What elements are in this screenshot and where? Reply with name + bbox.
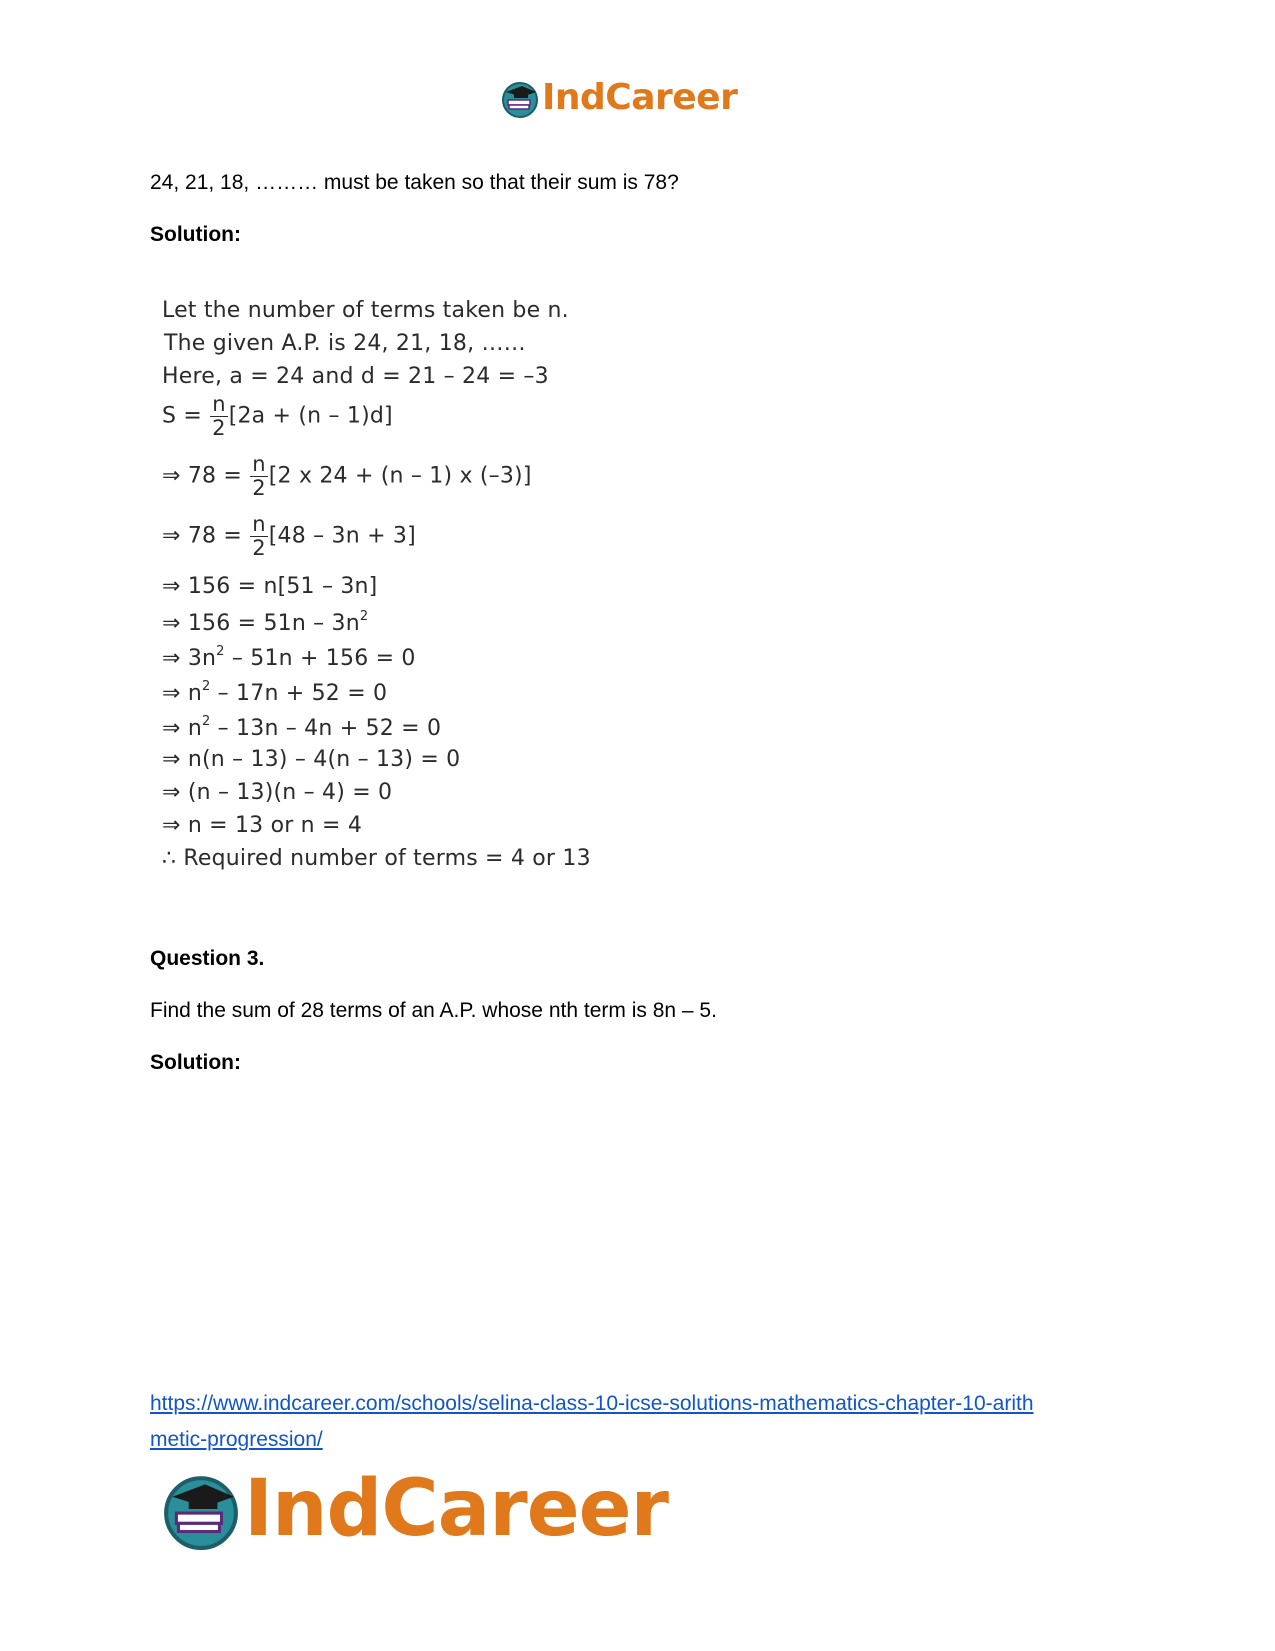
formula-suffix: [48 – 3n + 3] — [268, 523, 416, 549]
solution-line: The given A.P. is 24, 21, 18, …… — [164, 331, 526, 356]
question-heading: Question 3. — [150, 947, 265, 970]
solution-line — [162, 644, 416, 671]
exponent: 2 — [201, 679, 211, 694]
exponent: 2 — [359, 609, 369, 624]
solution-line: ⇒ (n – 13)(n – 4) = 0 — [162, 780, 393, 805]
graduation-cap-globe-icon — [500, 78, 540, 118]
exponent: 2 — [201, 714, 211, 729]
fraction — [250, 454, 268, 499]
footer-logo — [160, 1464, 668, 1554]
expr: ⇒ 3n — [162, 646, 217, 671]
expr: – 17n + 52 = 0 — [210, 681, 388, 706]
fraction — [250, 514, 268, 559]
solution-line — [162, 514, 416, 559]
numerator: n — [212, 392, 226, 416]
question-text: Find the sum of 28 terms of an A.P. whose nth term is 8n – 5. — [150, 999, 717, 1022]
formula-prefix: ⇒ 78 = — [162, 463, 250, 489]
numerator: n — [252, 452, 266, 476]
graduation-cap-globe-icon — [160, 1468, 242, 1550]
question-continuation: 24, 21, 18, ……… must be taken so that their sum is 78? — [150, 171, 679, 194]
solution-label: Solution: — [150, 1051, 241, 1074]
source-link-line: https://www.indcareer.com/schools/selina-class-10-icse-solutions-mathematics-chapter-10-arith — [150, 1392, 1034, 1415]
formula-prefix: ⇒ 78 = — [162, 523, 250, 549]
denominator: 2 — [252, 536, 266, 560]
numerator: n — [252, 512, 266, 536]
solution-line: ⇒ n = 13 or n = 4 — [162, 813, 363, 838]
expr: ⇒ n — [162, 681, 202, 706]
denominator: 2 — [252, 476, 266, 500]
expr: ⇒ 156 = 51n – 3n — [162, 611, 360, 636]
solution-line: Here, a = 24 and d = 21 – 24 = –3 — [162, 364, 549, 389]
formula-suffix: [2 x 24 + (n – 1) x (–3)] — [268, 463, 532, 489]
solution-line: ∴ Required number of terms = 4 or 13 — [162, 846, 591, 871]
solution-line — [162, 609, 368, 636]
formula-prefix: S = — [162, 403, 210, 429]
logo-wordmark: IndCareer — [542, 77, 738, 118]
header-logo — [500, 78, 737, 118]
solution-line — [162, 394, 393, 439]
exponent: 2 — [216, 644, 225, 659]
fraction — [210, 394, 228, 439]
solution-line: ⇒ 156 = n[51 – 3n] — [162, 574, 378, 599]
expr: ⇒ n — [162, 716, 202, 741]
formula-suffix: [2a + (n – 1)d] — [228, 403, 393, 429]
logo-wordmark: IndCareer — [244, 1464, 668, 1554]
solution-label: Solution: — [150, 223, 241, 246]
solution-line: ⇒ n(n – 13) – 4(n – 13) = 0 — [162, 747, 461, 772]
source-link-line: metic-progression/ — [150, 1428, 323, 1451]
denominator: 2 — [212, 416, 226, 440]
source-link[interactable] — [150, 1386, 1130, 1458]
expr: – 51n + 156 = 0 — [224, 646, 416, 671]
solution-line — [162, 454, 532, 499]
solution-line — [162, 679, 387, 706]
expr: – 13n – 4n + 52 = 0 — [210, 716, 442, 741]
solution-line: Let the number of terms taken be n. — [162, 298, 569, 323]
solution-line — [162, 714, 441, 741]
